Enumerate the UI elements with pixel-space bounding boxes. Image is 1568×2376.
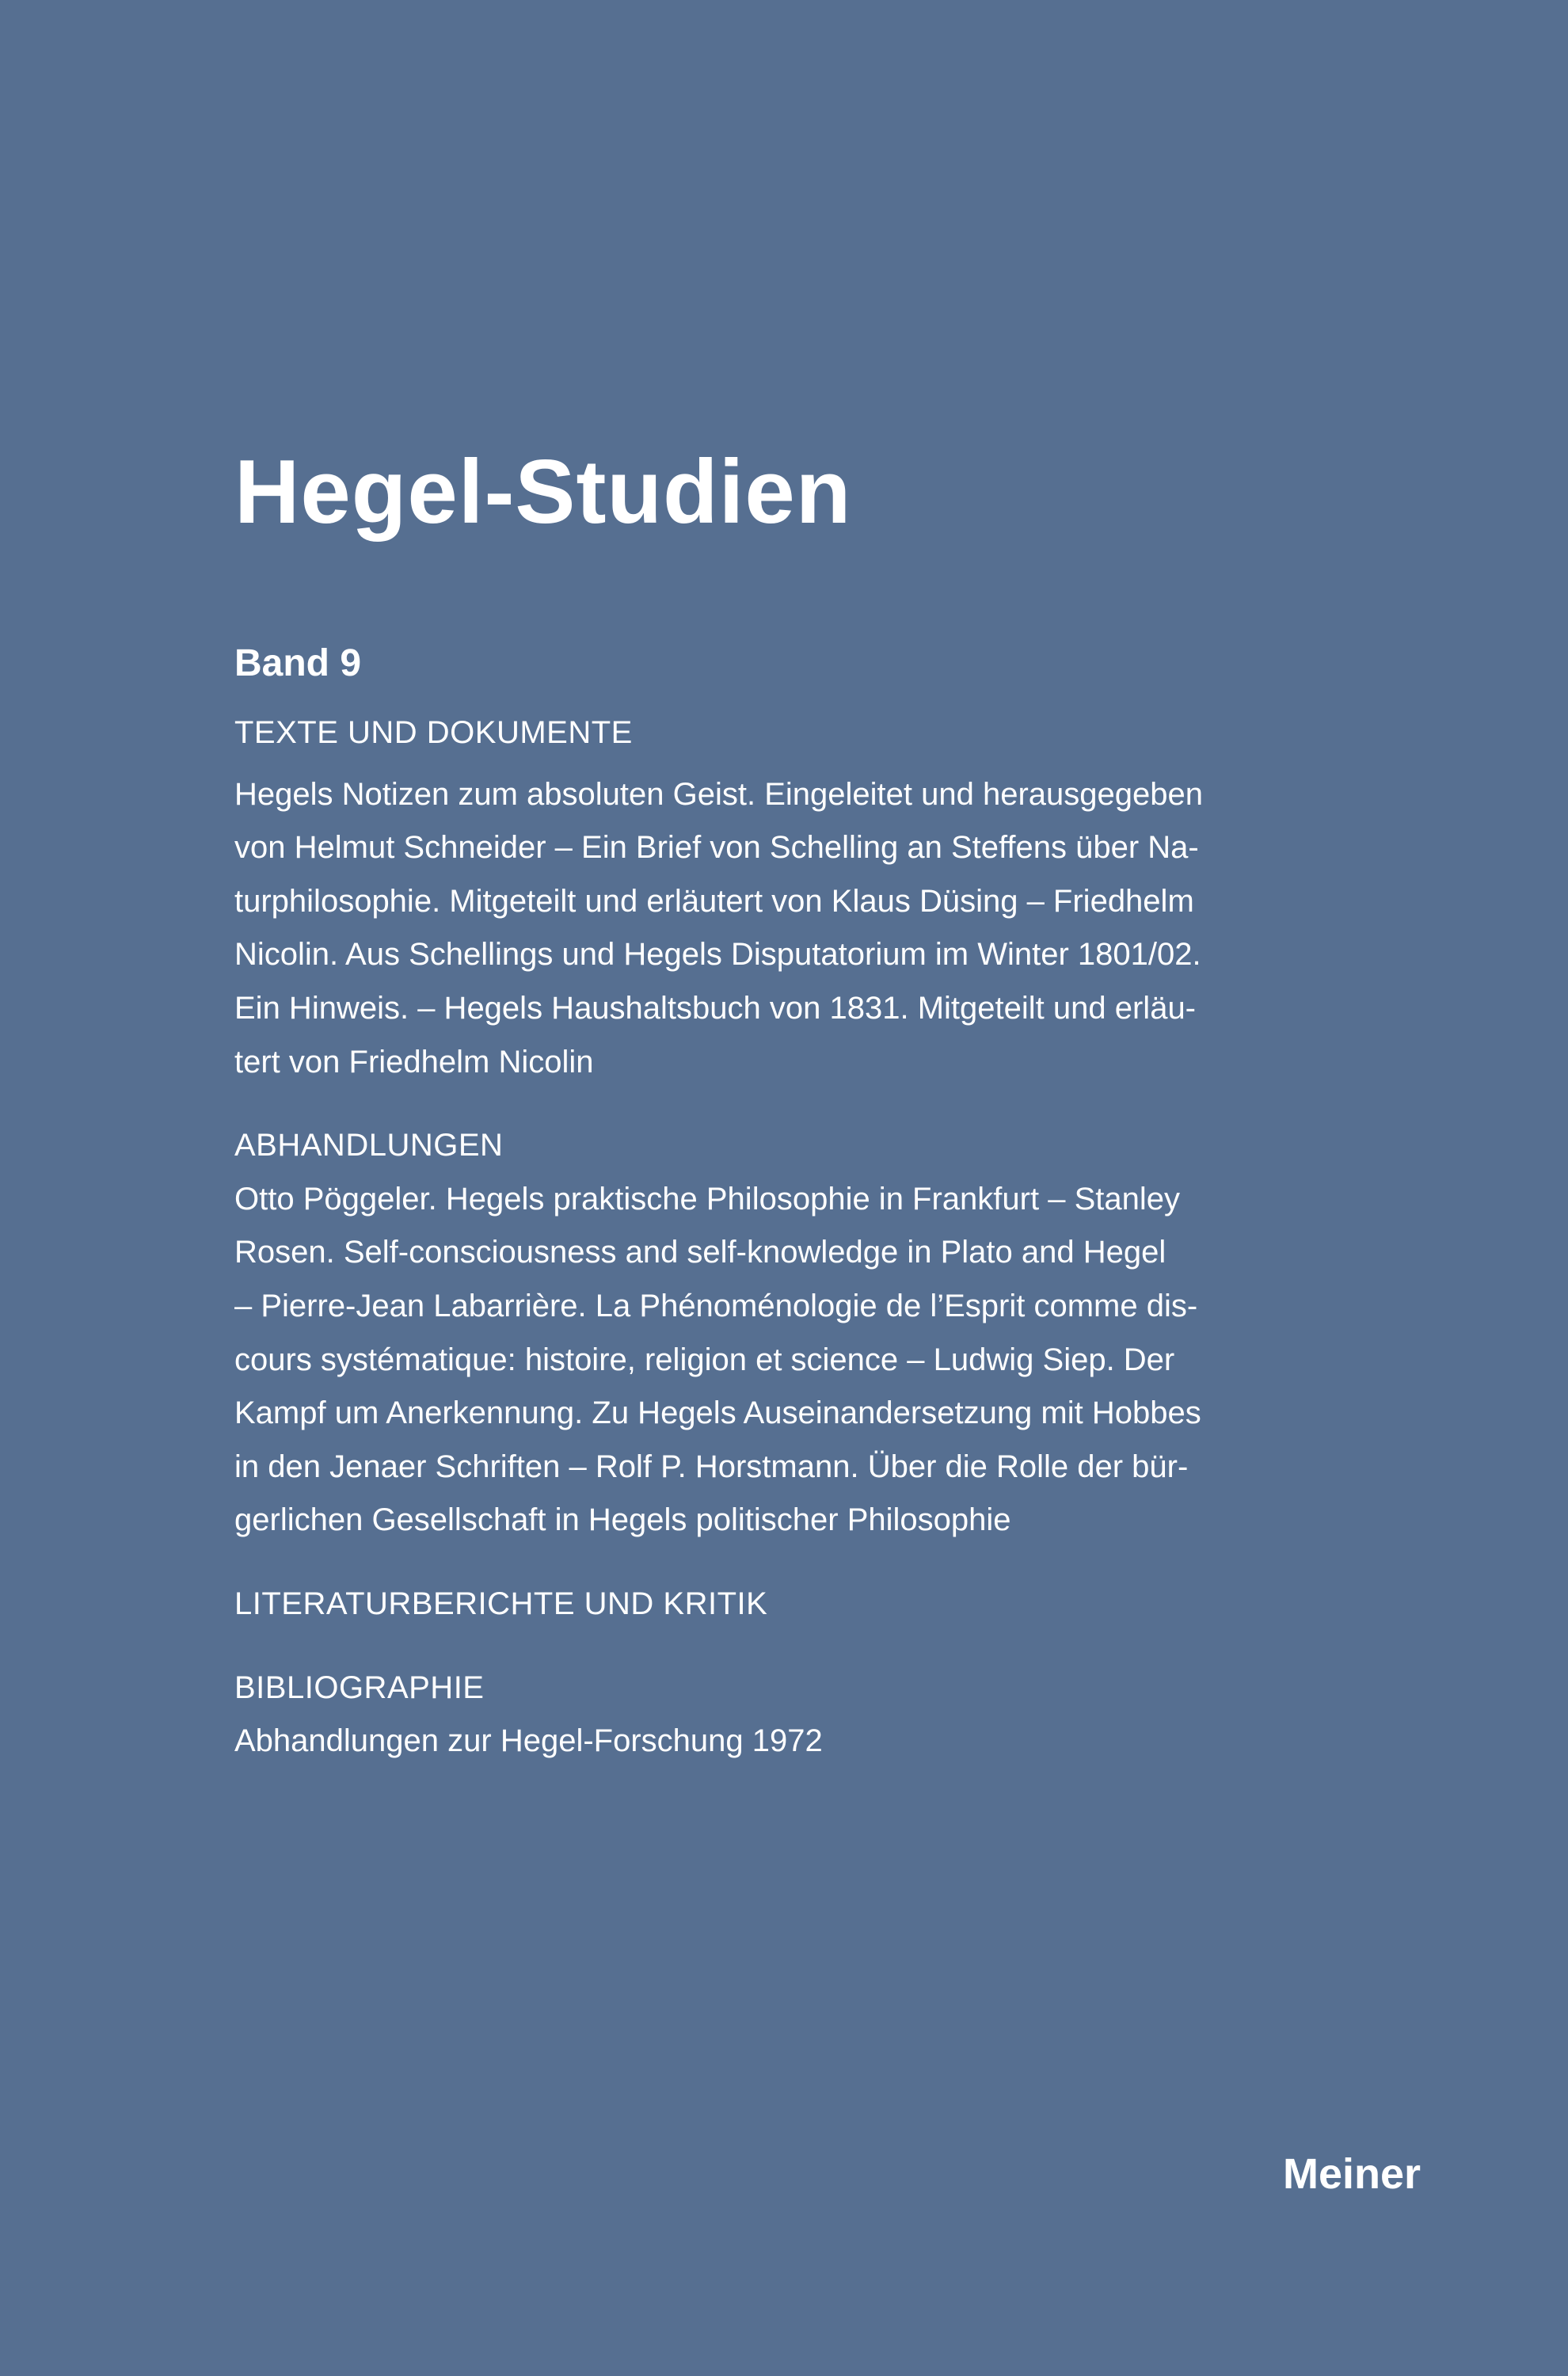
- publisher-logo: Meiner: [1283, 2150, 1421, 2198]
- text-line: Nicolin. Aus Schellings und Hegels Disputatorium im Winter 1801/02.: [234, 937, 1201, 973]
- text-line: turphilosophie. Mitgeteilt und erläutert von Klaus Düsing – Friedhelm: [234, 883, 1194, 919]
- cover-title: Hegel-Studien: [234, 442, 852, 543]
- text-line: tert von Friedhelm Nicolin: [234, 1044, 594, 1079]
- section-body: [234, 768, 1375, 1090]
- section-heading: TEXTE UND DOKUMENTE: [234, 715, 633, 750]
- section-body: [234, 1173, 1375, 1548]
- text-line: Otto Pöggeler. Hegels praktische Philosophie in Frankfurt – Stanley: [234, 1181, 1180, 1217]
- text-line: Kampf um Anerkennung. Zu Hegels Auseinandersetzung mit Hobbes: [234, 1396, 1201, 1431]
- section-heading: LITERATURBERICHTE UND KRITIK: [234, 1586, 768, 1621]
- section-texte-und-dokumente: [234, 706, 1375, 1089]
- text-line: Abhandlungen zur Hegel-Forschung 1972: [234, 1723, 823, 1759]
- section-heading: ABHANDLUNGEN: [234, 1128, 504, 1163]
- contents-list: [234, 706, 1375, 1769]
- section-heading: BIBLIOGRAPHIE: [234, 1670, 485, 1705]
- text-line: Ein Hinweis. – Hegels Haushaltsbuch von 1831. Mitgeteilt und erläu-: [234, 990, 1197, 1026]
- text-line: – Pierre-Jean Labarrière. La Phénoménologie de l’Esprit comme dis-: [234, 1288, 1198, 1323]
- section-literaturberichte: [234, 1578, 1375, 1632]
- section-abhandlungen: [234, 1119, 1375, 1548]
- volume-label: Band 9: [234, 642, 362, 684]
- text-line: Rosen. Self-consciousness and self-knowledge in Plato and Hegel: [234, 1235, 1166, 1270]
- text-line: von Helmut Schneider – Ein Brief von Schelling an Steffens über Na-: [234, 830, 1199, 866]
- text-line: gerlichen Gesellschaft in Hegels politischer Philosophie: [234, 1502, 1011, 1538]
- text-line: in den Jenaer Schriften – Rolf P. Horstmann. Über die Rolle der bür-: [234, 1449, 1189, 1484]
- text-line: Hegels Notizen zum absoluten Geist. Eingeleitet und herausgegeben: [234, 776, 1204, 812]
- text-line: cours systématique: histoire, religion et science – Ludwig Siep. Der: [234, 1342, 1175, 1377]
- section-bibliographie: [234, 1662, 1375, 1769]
- section-body: [234, 1715, 1375, 1769]
